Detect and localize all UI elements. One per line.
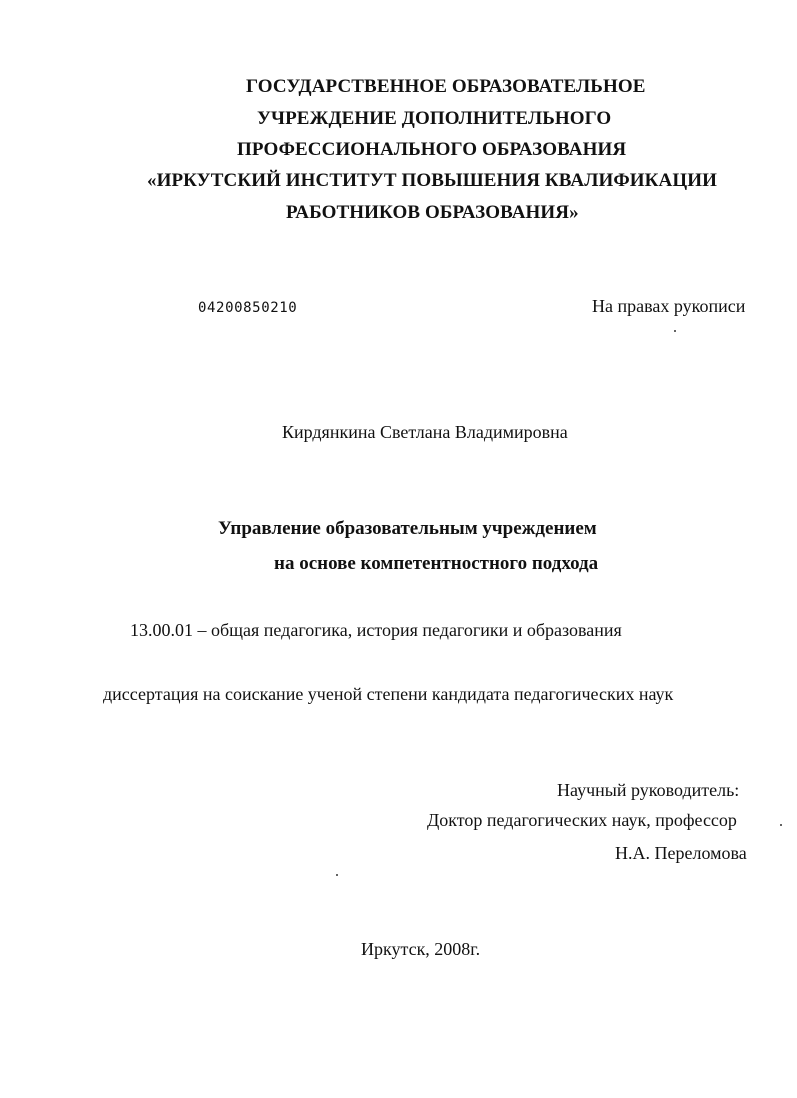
scan-speck (336, 874, 338, 876)
supervisor-degree: Доктор педагогических наук, профессор (427, 810, 737, 830)
author-name: Кирдянкина Светлана Владимировна (282, 422, 568, 442)
institution-line-3: ПРОФЕССИОНАЛЬНОГО ОБРАЗОВАНИЯ (237, 139, 627, 160)
manuscript-note: На правах рукописи (592, 296, 746, 316)
institution-line-5: РАБОТНИКОВ ОБРАЗОВАНИЯ» (286, 202, 579, 223)
institution-line-1: ГОСУДАРСТВЕННОЕ ОБРАЗОВАТЕЛЬНОЕ (246, 76, 646, 97)
dissertation-title-line-2: на основе компетентностного подхода (274, 553, 599, 574)
scan-speck (674, 330, 676, 332)
degree-statement: диссертация на соискание ученой степени кандидата педагогических наук (103, 684, 674, 704)
supervisor-label: Научный руководитель: (557, 780, 740, 800)
dissertation-title-line-1: Управление образовательным учреждением (218, 518, 597, 539)
scan-speck (780, 824, 782, 826)
place-and-year: Иркутск, 2008г. (361, 939, 481, 959)
registry-number: 04200850210 (198, 300, 298, 316)
supervisor-name: Н.А. Переломова (615, 843, 747, 863)
institution-line-4: «ИРКУТСКИЙ ИНСТИТУТ ПОВЫШЕНИЯ КВАЛИФИКАЦИИ (147, 170, 717, 191)
institution-line-2: УЧРЕЖДЕНИЕ ДОПОЛНИТЕЛЬНОГО (257, 108, 612, 129)
specialty-code: 13.00.01 – общая педагогика, история педагогики и образования (130, 620, 622, 640)
